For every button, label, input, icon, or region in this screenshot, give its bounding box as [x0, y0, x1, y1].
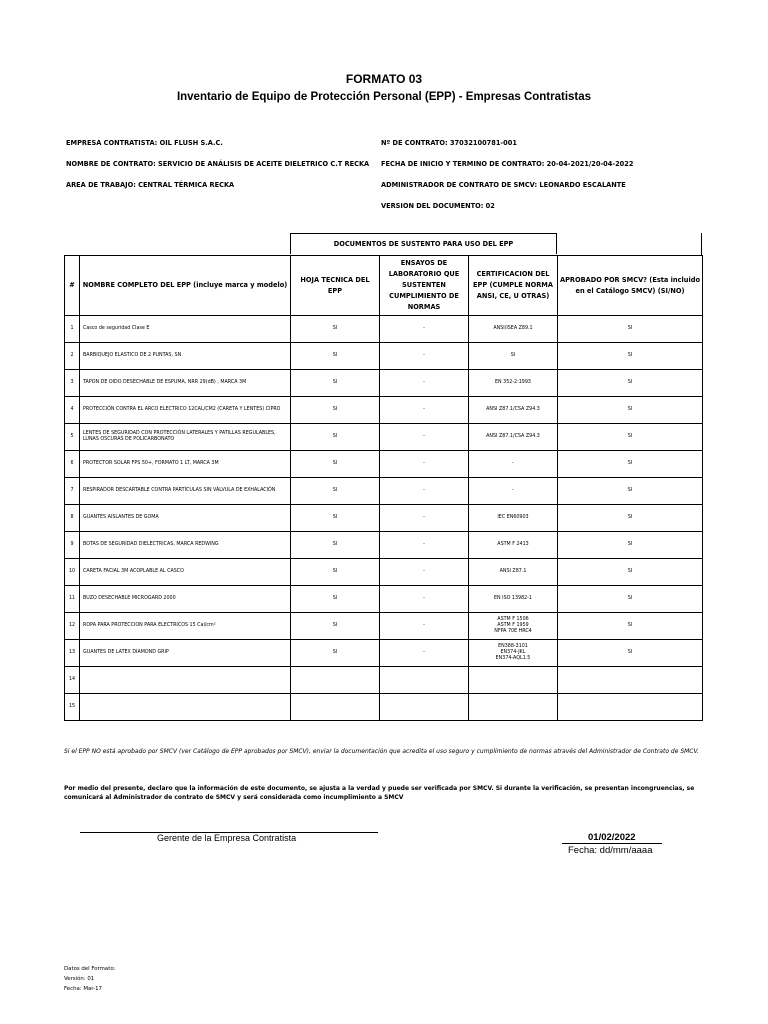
cell-ensayos: -: [380, 397, 469, 424]
cell-epp-name: GUANTES AISLANTES DE GOMA: [80, 505, 291, 532]
version-documento: VERSION DEL DOCUMENTO: 02: [381, 202, 495, 210]
cell-ensayos: [380, 694, 469, 721]
footer-fecha: Fecha: Mar-17: [64, 986, 102, 992]
cell-aprobado: SI: [558, 613, 703, 640]
footer-datos: Datos del Formato:: [64, 966, 116, 972]
cell-hoja-tecnica: SI: [291, 505, 380, 532]
cell-certificacion: ASTM F 2413: [469, 532, 558, 559]
cell-aprobado: SI: [558, 505, 703, 532]
cell-row-number: 1: [65, 316, 80, 343]
cell-ensayos: -: [380, 343, 469, 370]
cell-certificacion: IEC EN60903: [469, 505, 558, 532]
table-row: [65, 667, 703, 694]
cell-aprobado: SI: [558, 451, 703, 478]
cell-certificacion: EN 352-2:1993: [469, 370, 558, 397]
cell-hoja-tecnica: SI: [291, 640, 380, 667]
table-row: [65, 505, 703, 532]
cell-aprobado: SI: [558, 343, 703, 370]
table-row: [65, 397, 703, 424]
cell-certificacion: [469, 694, 558, 721]
col-header-num: #: [65, 256, 80, 316]
cell-certificacion: ASTM F 1506 ASTM F 1959 NFPA 70E HRC4: [469, 613, 558, 640]
cell-certificacion: [469, 667, 558, 694]
cell-certificacion: -: [469, 451, 558, 478]
area-trabajo: AREA DE TRABAJO: CENTRAL TÉRMICA RECKA: [66, 181, 235, 189]
signature-date: 01/02/2022: [588, 832, 636, 843]
cell-aprobado: [558, 667, 703, 694]
table-row: [65, 559, 703, 586]
cell-row-number: 10: [65, 559, 80, 586]
cell-epp-name: BARBIQUEJO ELASTICO DE 2 PUNTAS, SN: [80, 343, 291, 370]
cell-ensayos: -: [380, 424, 469, 451]
table-row: [65, 694, 703, 721]
note-aprobacion: Si el EPP NO está aprobado por SMCV (ver Catálogo de EPP aprobados por SMCV), enviar la documentación que acredita el uso seguro y cumplimiento de normas através del Administrador de Contrato de SMCV.: [64, 748, 699, 755]
table-row: [65, 316, 703, 343]
table-row: [65, 613, 703, 640]
table-header-row: [65, 256, 703, 316]
cell-row-number: 12: [65, 613, 80, 640]
cell-epp-name: RESPIRADOR DESCARTABLE CONTRA PARTÍCULAS SIN VÁLVULA DE EXHALACIÓN: [80, 478, 291, 505]
cell-row-number: 3: [65, 370, 80, 397]
table-row: [65, 424, 703, 451]
table-row: [65, 640, 703, 667]
cell-ensayos: -: [380, 478, 469, 505]
documentos-sustento-header: DOCUMENTOS DE SUSTENTO PARA USO DEL EPP: [290, 233, 557, 254]
col-header-certificacion: CERTIFICACION DEL EPP (CUMPLE NORMA ANSI, CE, U OTRAS): [469, 256, 558, 316]
cell-hoja-tecnica: SI: [291, 316, 380, 343]
cell-ensayos: [380, 667, 469, 694]
cell-row-number: 4: [65, 397, 80, 424]
footer-version: Versión: 01: [64, 976, 95, 982]
cell-hoja-tecnica: SI: [291, 451, 380, 478]
cell-hoja-tecnica: SI: [291, 613, 380, 640]
cell-row-number: 7: [65, 478, 80, 505]
col-header-aprobado: APROBADO POR SMCV? (Esta incluido en el Catálogo SMCV) (SI/NO): [558, 256, 703, 316]
cell-hoja-tecnica: SI: [291, 370, 380, 397]
cell-aprobado: SI: [558, 316, 703, 343]
cell-row-number: 2: [65, 343, 80, 370]
cell-hoja-tecnica: SI: [291, 343, 380, 370]
table-row: [65, 586, 703, 613]
cell-epp-name: LENTES DE SEGURIDAD CON PROTECCIÓN LATERALES Y PATILLAS REGULABLES, LUNAS OSCURAS DE POLICARBONATO: [80, 424, 291, 451]
table-row: [65, 532, 703, 559]
table-row: [65, 370, 703, 397]
cell-certificacion: -: [469, 478, 558, 505]
cell-hoja-tecnica: [291, 667, 380, 694]
cell-ensayos: -: [380, 559, 469, 586]
cell-ensayos: -: [380, 451, 469, 478]
numero-contrato: Nº DE CONTRATO: 37032100781-001: [381, 139, 517, 147]
cell-epp-name: GUANTES DE LATEX DIAMOND GRIP: [80, 640, 291, 667]
cell-ensayos: -: [380, 586, 469, 613]
cell-aprobado: SI: [558, 586, 703, 613]
cell-row-number: 8: [65, 505, 80, 532]
cell-epp-name: TAPON DE OIDO DESECHABLE DE ESPUMA, NRR 29(dB) , MARCA 3M: [80, 370, 291, 397]
cell-certificacion: EN388-3101 EN374-JKL EN374-AQL1.5: [469, 640, 558, 667]
cell-row-number: 9: [65, 532, 80, 559]
cell-epp-name: CARETA FACIAL 3M ACOPLABLE AL CASCO: [80, 559, 291, 586]
cell-hoja-tecnica: [291, 694, 380, 721]
cell-epp-name: [80, 694, 291, 721]
cell-epp-name: PROTECCIÓN CONTRA EL ARCO ELECTRICO 12CAL/CM2 (CARETA Y LENTES) CIPRO: [80, 397, 291, 424]
cell-row-number: 5: [65, 424, 80, 451]
cell-hoja-tecnica: SI: [291, 532, 380, 559]
table-row: [65, 451, 703, 478]
cell-aprobado: SI: [558, 397, 703, 424]
fechas-contrato: FECHA DE INICIO Y TERMINO DE CONTRATO: 20-04-2021/20-04-2022: [381, 160, 634, 168]
cell-ensayos: -: [380, 640, 469, 667]
cell-certificacion: ANSI Z87.1: [469, 559, 558, 586]
empresa-contratista: EMPRESA CONTRATISTA: OIL FLUSH S.A.C.: [66, 139, 223, 147]
cell-epp-name: PROTECTOR SOLAR FPS 50+, FORMATO 1 LT, MARCA 3M: [80, 451, 291, 478]
date-format-label: Fecha: dd/mm/aaaa: [568, 845, 653, 856]
cell-aprobado: SI: [558, 532, 703, 559]
cell-row-number: 15: [65, 694, 80, 721]
cell-epp-name: [80, 667, 291, 694]
date-line: [562, 843, 662, 844]
document-title: Inventario de Equipo de Protección Personal (EPP) - Empresas Contratistas: [176, 91, 592, 103]
cell-row-number: 13: [65, 640, 80, 667]
cell-row-number: 11: [65, 586, 80, 613]
cell-hoja-tecnica: SI: [291, 559, 380, 586]
cell-row-number: 6: [65, 451, 80, 478]
cell-certificacion: SI: [469, 343, 558, 370]
cell-ensayos: -: [380, 316, 469, 343]
cell-ensayos: -: [380, 370, 469, 397]
nombre-contrato: NOMBRE DE CONTRATO: SERVICIO DE ANÁLISIS DE ACEITE DIELETRICO C.T RECKA: [66, 160, 370, 168]
super-header-spacer: [557, 233, 702, 255]
cell-ensayos: -: [380, 505, 469, 532]
cell-hoja-tecnica: SI: [291, 586, 380, 613]
cell-certificacion: ANSI Z87.1/CSA Z94.3: [469, 397, 558, 424]
col-header-ensayos: ENSAYOS DE LABORATORIO QUE SUSTENTEN CUMPLIMIENTO DE NORMAS: [380, 256, 469, 316]
table-row: [65, 343, 703, 370]
cell-aprobado: SI: [558, 559, 703, 586]
cell-aprobado: [558, 694, 703, 721]
cell-ensayos: -: [380, 613, 469, 640]
cell-epp-name: BUZO DESECHABLE MICROGARD 2000: [80, 586, 291, 613]
cell-row-number: 14: [65, 667, 80, 694]
cell-aprobado: SI: [558, 370, 703, 397]
col-header-nombre: NOMBRE COMPLETO DEL EPP (incluye marca y modelo): [80, 256, 291, 316]
cell-aprobado: SI: [558, 640, 703, 667]
cell-hoja-tecnica: SI: [291, 424, 380, 451]
cell-epp-name: ROPA PARA PROTECCION PARA ELECTRICOS 15 Cal/cm²: [80, 613, 291, 640]
table-row: [65, 478, 703, 505]
cell-epp-name: Casco de seguridad Clase E: [80, 316, 291, 343]
signature-label: Gerente de la Empresa Contratista: [157, 833, 297, 843]
cell-certificacion: ANSI Z87.1/CSA Z94.3: [469, 424, 558, 451]
format-number: FORMATO 03: [345, 72, 423, 86]
cell-aprobado: SI: [558, 478, 703, 505]
col-header-hoja: HOJA TECNICA DEL EPP: [291, 256, 380, 316]
cell-aprobado: SI: [558, 424, 703, 451]
epp-table: [64, 255, 703, 721]
signature-line: [80, 832, 378, 833]
cell-certificacion: ANSI/ISEA Z89.1: [469, 316, 558, 343]
note-declaracion: Por medio del presente, declaro que la información de este documento, se ajusta a la verdad y puede ser verificada por SMCV. Si durante la verificación, se presentan incongruencias, se comunicará al Administrador de contrato de SMCV y será considerada como incumplimiento a SMCV: [64, 785, 695, 801]
cell-hoja-tecnica: SI: [291, 478, 380, 505]
cell-certificacion: EN ISO 13982-1: [469, 586, 558, 613]
cell-ensayos: -: [380, 532, 469, 559]
cell-hoja-tecnica: SI: [291, 397, 380, 424]
cell-epp-name: BOTAS DE SEGURIDAD DIELECTRICAS, MARCA REDWING: [80, 532, 291, 559]
administrador-contrato: ADMINISTRADOR DE CONTRATO DE SMCV: LEONARDO ESCALANTE: [381, 181, 626, 189]
